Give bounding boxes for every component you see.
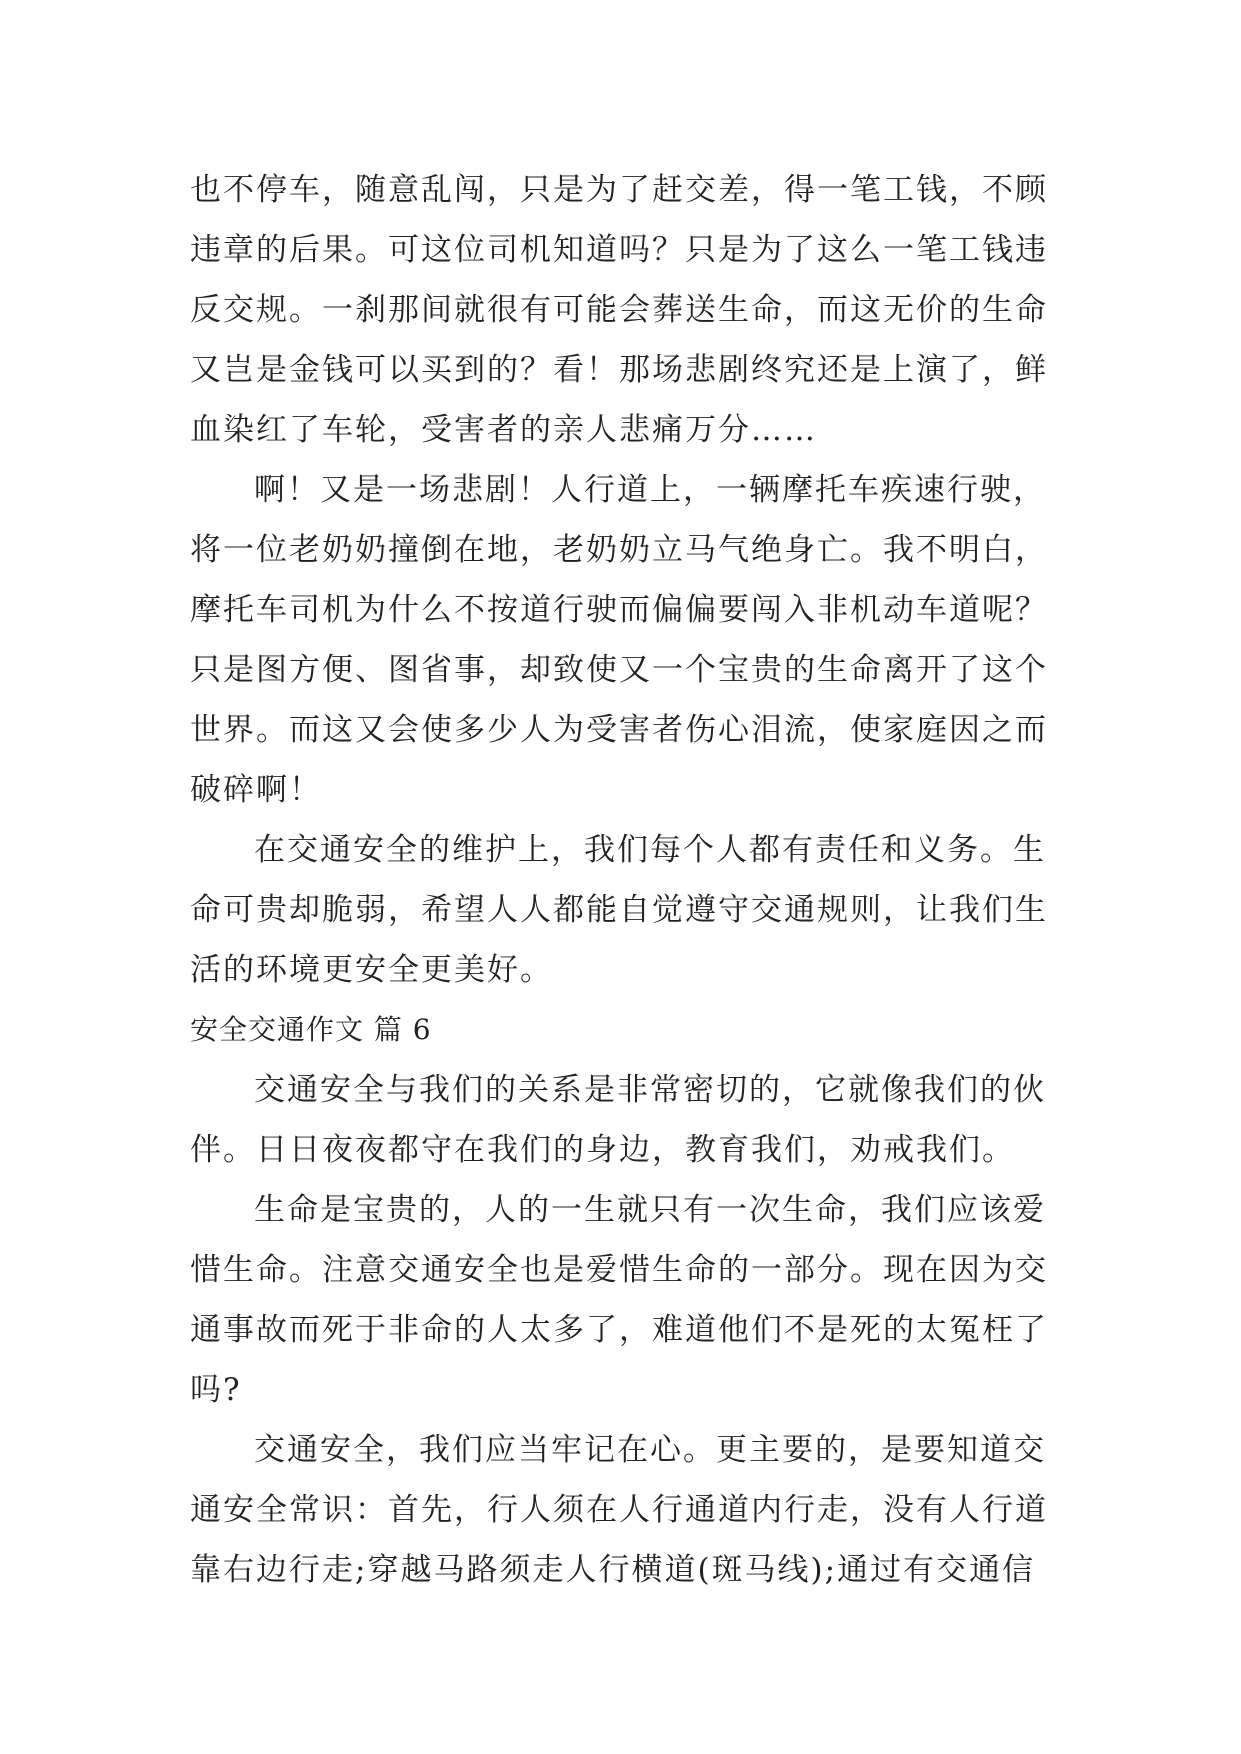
text-line: 通事故而死于非命的人太多了，难道他们不是死的太冤枉了 (190, 1312, 1048, 1348)
text-line: 反交规。一刹那间就很有可能会葬送生命，而这无价的生命 (190, 292, 1048, 328)
text-line: 伴。日日夜夜都守在我们的身边，教育我们，劝戒我们。 (190, 1132, 1015, 1168)
paragraph-start-line: 在交通安全的维护上，我们每个人都有责任和义务。生 (254, 832, 1046, 868)
text-line: 通安全常识：首先，行人须在人行通道内行走，没有人行道 (190, 1492, 1048, 1528)
paragraph-start-line: 啊！又是一场悲剧！人行道上，一辆摩托车疾速行驶， (254, 472, 1046, 508)
text-line: 也不停车，随意乱闯，只是为了赶交差，得一笔工钱，不顾 (190, 172, 1048, 208)
text-line: 违章的后果。可这位司机知道吗？只是为了这么一笔工钱违 (190, 232, 1048, 268)
text-line: 破碎啊！ (190, 772, 322, 808)
text-line: 世界。而这又会使多少人为受害者伤心泪流，使家庭因之而 (190, 712, 1048, 748)
paragraph-start-line: 交通安全，我们应当牢记在心。更主要的，是要知道交 (254, 1432, 1046, 1468)
paragraph-start-line: 交通安全与我们的关系是非常密切的，它就像我们的伙 (254, 1072, 1046, 1108)
section-heading: 安全交通作文 篇 6 (190, 1013, 432, 1046)
text-line: 吗? (190, 1372, 242, 1408)
document-body (190, 160, 1050, 1600)
text-line: 命可贵却脆弱，希望人人都能自觉遵守交通规则，让我们生 (190, 892, 1048, 928)
text-line: 摩托车司机为什么不按道行驶而偏偏要闯入非机动车道呢？ (190, 592, 1048, 628)
text-line: 只是图方便、图省事，却致使又一个宝贵的生命离开了这个 (190, 652, 1048, 688)
text-line: 血染红了车轮，受害者的亲人悲痛万分…… (190, 412, 817, 448)
text-line: 又岂是金钱可以买到的？看！那场悲剧终究还是上演了，鲜 (190, 352, 1048, 388)
paragraph-start-line: 生命是宝贵的，人的一生就只有一次生命，我们应该爱 (254, 1192, 1046, 1228)
text-line: 活的环境更安全更美好。 (190, 952, 553, 988)
text-line: 将一位老奶奶撞倒在地，老奶奶立马气绝身亡。我不明白， (190, 532, 1048, 568)
text-line: 惜生命。注意交通安全也是爱惜生命的一部分。现在因为交 (190, 1252, 1048, 1288)
text-line: 靠右边行走;穿越马路须走人行横道(斑马线);通过有交通信 (190, 1552, 1036, 1588)
